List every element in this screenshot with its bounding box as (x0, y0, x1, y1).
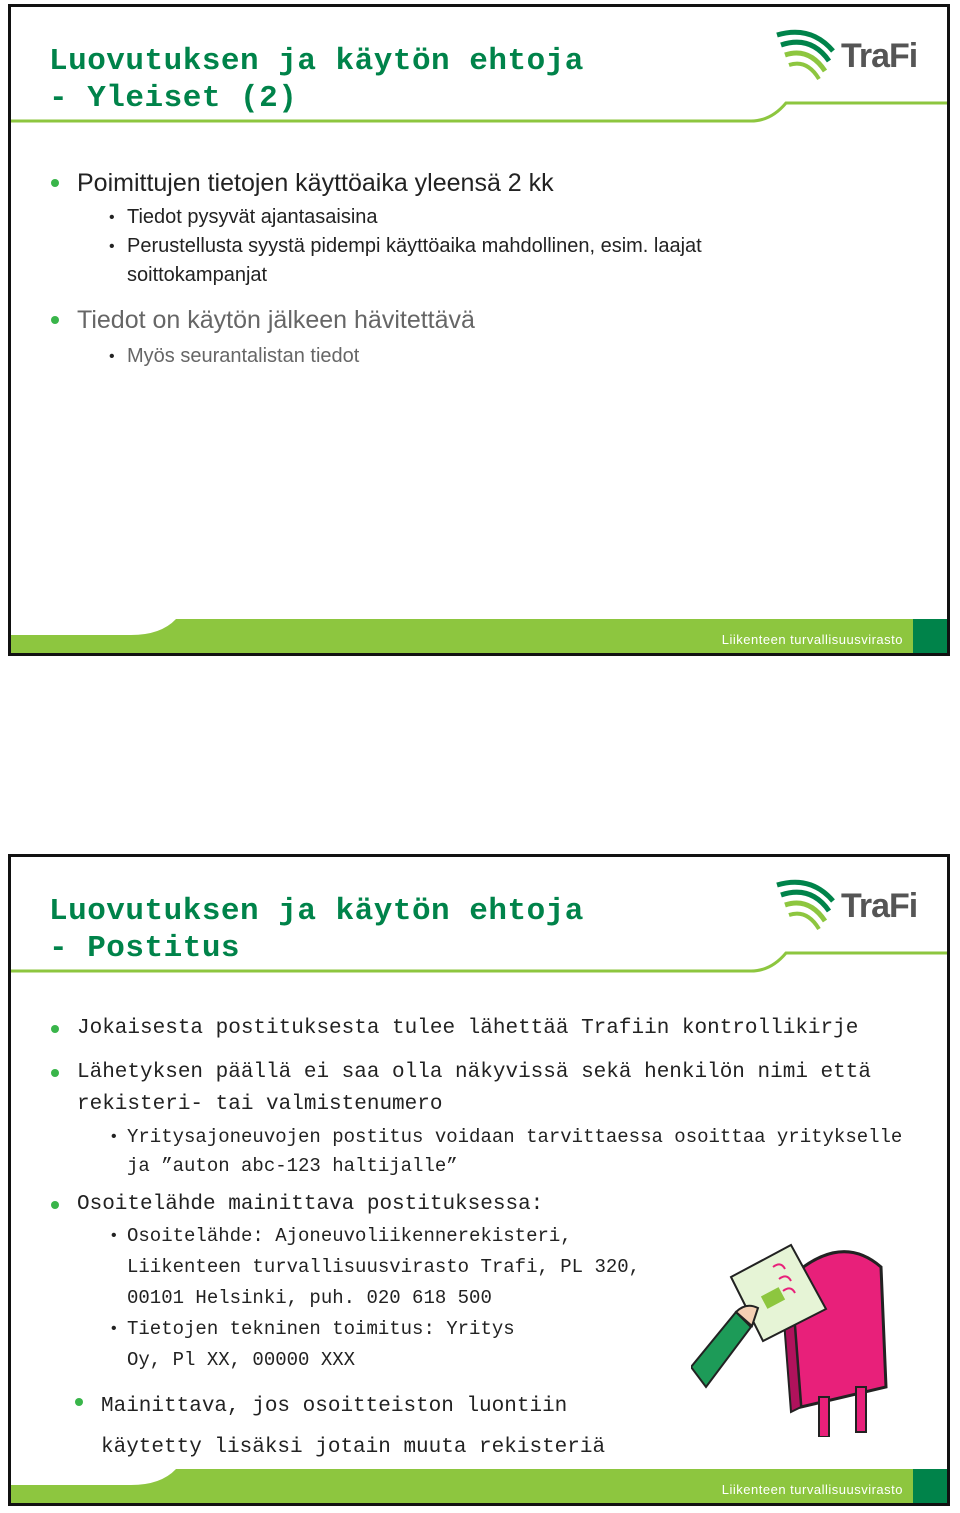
logo-wordmark: TraFi (841, 37, 918, 75)
mailbox-illustration (691, 1237, 901, 1437)
bullet-kayttoaika: Poimittujen tietojen käyttöaika yleensä 2 kk (51, 167, 931, 199)
footer-text: Liikenteen turvallisuusvirasto (721, 1482, 903, 1497)
sub-bullet: • Tietojen tekninen toimitus: Yritys Oy, Pl XX, 00000 XXX (109, 1314, 557, 1376)
sub-bullet: • Perustellusta syystä pidempi käyttöaika mahdollinen, esim. laajat soittokampanjat (109, 232, 807, 290)
trafi-logo (771, 21, 921, 91)
sub-bullet: • Tiedot pysyvät ajantasaisina (109, 203, 931, 232)
title-line-2: - Yleiset (2) (49, 81, 298, 116)
slide-postitus (8, 854, 950, 1506)
title-line-1: Luovutuksen ja käytön ehtoja (49, 894, 584, 929)
slide-title (49, 893, 584, 967)
bullet-havitettava: Tiedot on käytön jälkeen hävitettävä (51, 304, 931, 336)
sub-bullet: • Osoitelähde: Ajoneuvoliikennerekisteri, Liikenteen turvallisuusvirasto Trafi, PL 320, 00101 Helsinki, puh. 020 618 500 (109, 1221, 687, 1314)
slide-title (49, 43, 584, 117)
slide-body (51, 167, 931, 371)
bullet-osoitelahde: Osoitelähde mainittava postituksessa: (51, 1189, 931, 1221)
bullet-muu-rekisteri: Mainittava, jos osoitteiston luontiin käytetty lisäksi jotain muuta rekisteriä (75, 1386, 661, 1468)
trafi-logo (771, 871, 921, 941)
bullet-nakyvissa: Lähetyksen päällä ei saa olla näkyvissä sekä henkilön nimi että rekisteri- tai valmistenumero (51, 1057, 897, 1121)
slide-yleiset (8, 4, 950, 656)
footer-text: Liikenteen turvallisuusvirasto (721, 632, 903, 647)
title-line-2: - Postitus (49, 931, 241, 966)
title-line-1: Luovutuksen ja käytön ehtoja (49, 44, 584, 79)
sub-bullet: • Yritysajoneuvojen postitus voidaan tarvittaessa osoittaa yritykselle ja ”auton abc-123 haltijalle” (109, 1123, 907, 1181)
sub-bullet: • Myös seurantalistan tiedot (109, 342, 931, 371)
logo-wordmark: TraFi (841, 887, 918, 925)
bullet-kontrollikirje: Jokaisesta postituksesta tulee lähettää Trafiin kontrollikirje (51, 1013, 931, 1045)
